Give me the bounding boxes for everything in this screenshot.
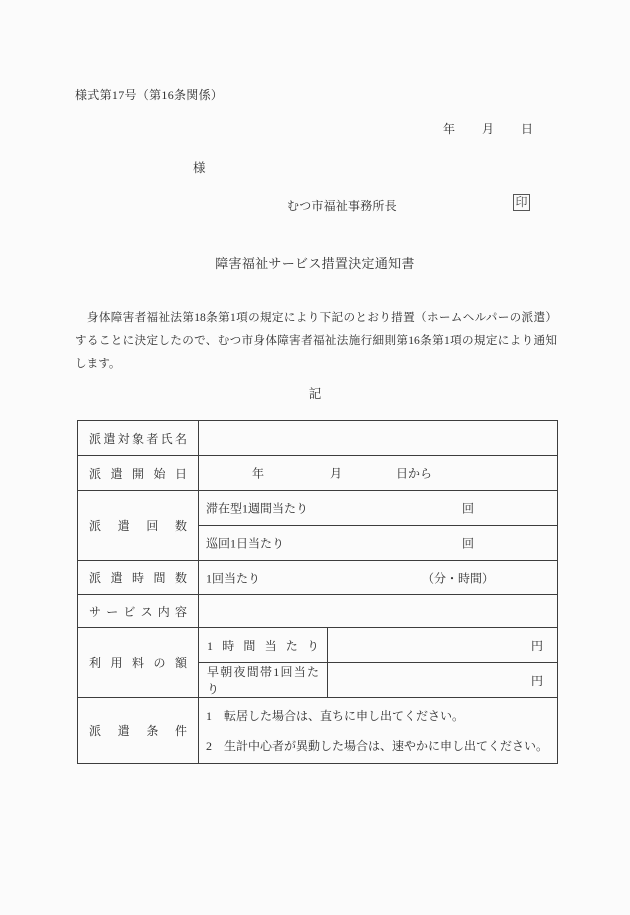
fee-offhours-unit: 円 (328, 663, 558, 698)
frequency-patrol-text: 巡回1日当たり (206, 536, 285, 551)
start-date-year-label: 年 (252, 466, 265, 481)
conditions-value (199, 698, 558, 764)
frequency-resident-field (199, 491, 558, 526)
fee-label: 利用料の額 (78, 628, 199, 698)
start-date-day-from-label: 日から (396, 466, 433, 481)
notification-table (77, 420, 558, 764)
fee-offhours-label: 早朝夜間帯1回当たり (199, 663, 328, 698)
addressee-honorific: 様 (193, 161, 206, 175)
frequency-patrol-field (199, 526, 558, 561)
start-date-label: 派遣開始日 (78, 456, 199, 491)
fee-hourly-unit: 円 (328, 628, 558, 663)
table-row-frequency-1 (78, 491, 558, 526)
seal-stamp-box: 印 (513, 194, 530, 211)
paragraph-line: 身体障害者福祉法第18条第1項の規定により下記のとおり措置（ホームヘルパーの派遣） (75, 311, 557, 324)
condition-item-2: 2 生計中心者が異動した場合は、速やかに申し出てください。 (206, 738, 549, 753)
table-row-recipient (78, 421, 558, 456)
issue-date-month-label: 月 (482, 122, 495, 136)
service-label: サービス内容 (78, 595, 199, 628)
table-row-service (78, 595, 558, 628)
body-paragraph (75, 306, 557, 376)
table-row-start-date (78, 456, 558, 491)
issue-date-line (443, 120, 533, 137)
service-value-field (199, 595, 558, 628)
notification-table-wrap (77, 420, 558, 764)
hours-label: 派遣時間数 (78, 561, 199, 595)
frequency-resident-unit: 回 (462, 501, 475, 516)
condition-item-1: 1 転居した場合は、直ちに申し出てください。 (206, 708, 465, 723)
issue-date-year-label: 年 (443, 122, 456, 136)
fee-hourly-label: 1時間当たり (199, 628, 328, 663)
recipient-value-field (199, 421, 558, 456)
frequency-patrol-unit: 回 (462, 536, 475, 551)
sender-title: むつ市福祉事務所長 (287, 199, 397, 213)
start-date-month-label: 月 (330, 466, 343, 481)
document-title: 障害福祉サービス措置決定通知書 (215, 256, 415, 271)
record-marker: 記 (308, 387, 322, 401)
hours-per-visit-text: 1回当たり (206, 571, 261, 585)
paragraph-line: します。 (75, 357, 121, 371)
frequency-label: 派遣回数 (78, 491, 199, 561)
table-row-fee-1 (78, 628, 558, 663)
frequency-resident-text: 滞在型1週間当たり (206, 501, 309, 516)
form-number: 様式第17号（第16条関係） (75, 88, 224, 102)
table-row-conditions (78, 698, 558, 764)
table-row-hours (78, 561, 558, 595)
hours-unit: （分・時間） (422, 571, 495, 585)
conditions-label: 派遣条件 (78, 698, 199, 764)
hours-value-field (199, 561, 558, 595)
issue-date-day-label: 日 (521, 122, 534, 136)
recipient-label: 派遣対象者氏名 (78, 421, 199, 456)
paragraph-line: することに決定したので、むつ市身体障害者福祉法施行細則第16条第1項の規定により通知 (75, 334, 557, 348)
start-date-value-field (199, 456, 558, 491)
